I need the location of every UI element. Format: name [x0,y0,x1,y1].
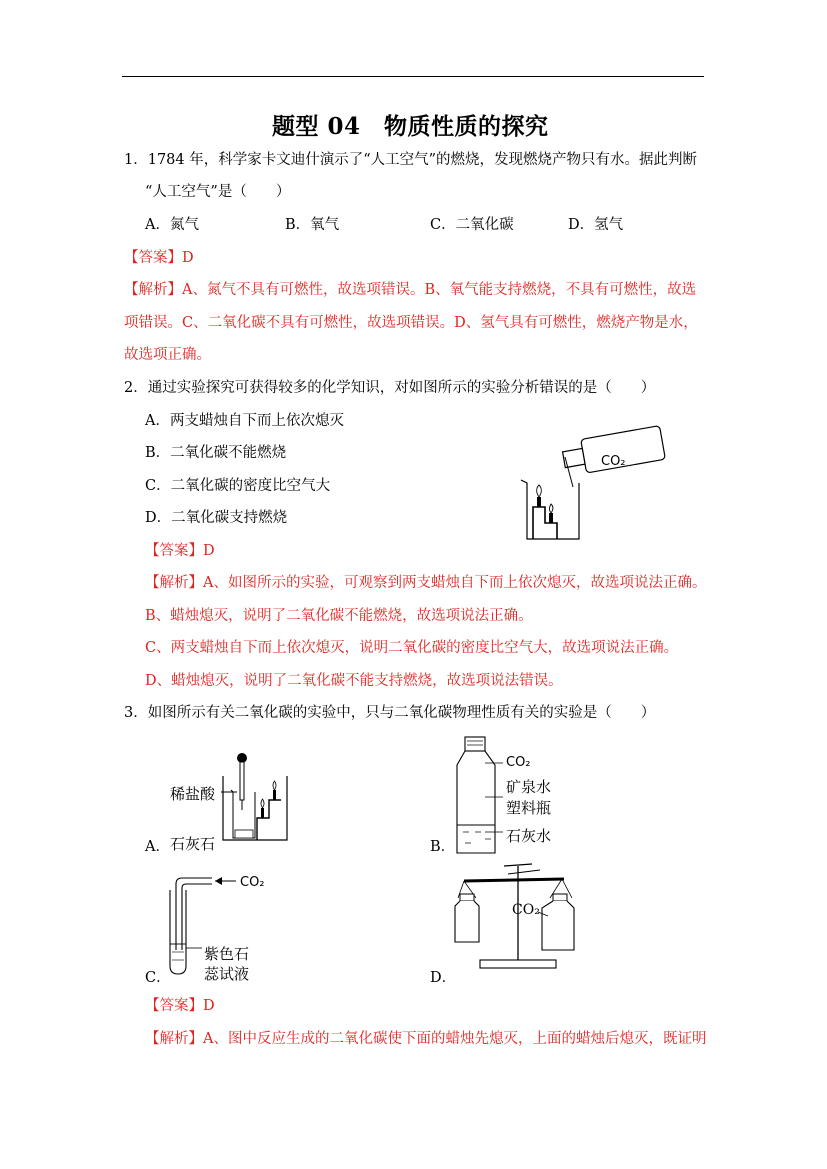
q3-figure-c-gas-label: CO₂ [240,875,265,890]
q2-analysis-line2: B、蜡烛熄灭，说明了二氧化碳不能燃烧，故选项说法正确。 [145,608,533,624]
q2-figure-beaker-candles [515,425,655,545]
q2-analysis-line3: C、两支蜡烛自下而上依次熄灭，说明二氧化碳的密度比空气大，故选项说法正确。 [145,640,679,656]
q3-figure-a-option: A． [145,839,170,855]
q1-option-a: A．氮气 [145,217,199,233]
q1-answer: 【答案】D [124,250,194,266]
q3-figure-d-option: D． [430,970,457,986]
q3-figure-d-gas-label: CO₂ [512,902,540,918]
q3-figure-b-water-label: 石灰水 [506,827,552,845]
q3-figure-b-bottle-label2: 塑料瓶 [506,799,552,817]
header-rule [122,76,704,77]
q3-figure-b-bottle-label1: 矿泉水 [506,778,552,796]
q1-option-b: B．氧气 [285,217,340,233]
q3-analysis-line1: 【解析】A、图中反应生成的二氧化碳使下面的蜡烛先熄灭，上面的蜡烛后熄灭，既证明 [145,1031,707,1047]
q2-analysis-line1: 【解析】A、如图所示的实验，可观察到两支蜡烛自下而上依次熄灭，故选项说法正确。 [145,575,707,591]
q3-figure-d-balance [450,860,580,980]
q3-figure-c-liquid-label1: 紫色石 [204,945,250,963]
q3-stem: 3．如图所示有关二氧化碳的实验中，只与二氧化碳物理性质有关的实验是（ ） [124,705,656,721]
q2-analysis-line4: D、蜡烛熄灭，说明了二氧化碳不能支持燃烧，故选项说法错误。 [145,673,563,689]
q1-stem-line2: “人工空气”是（ ） [145,184,291,200]
q1-analysis-line3: 故选项正确。 [124,347,211,363]
q2-stem: 2．通过实验探究可获得较多的化学知识，对如图所示的实验分析错误的是（ ） [124,380,656,396]
q2-option-d: D．二氧化碳支持燃烧 [145,510,288,526]
q3-figure-a-acid-label: 稀盐酸 [170,785,216,803]
q2-answer: 【答案】D [145,543,215,559]
q1-analysis-line1: 【解析】A、氮气不具有可燃性，故选项错误。B、氧气能支持燃烧，不具有可燃性，故选 [124,282,697,298]
q3-figure-a-stone-label: 石灰石 [170,835,216,853]
q3-figure-a-apparatus [215,752,295,852]
q3-answer: 【答案】D [145,998,215,1014]
q1-option-c: C．二氧化碳 [430,217,514,233]
q2-co2-label: CO₂ [601,454,626,469]
q2-option-a: A．两支蜡烛自下而上依次熄灭 [145,413,344,429]
q3-figure-c-option: C． [145,970,171,986]
q2-option-c: C．二氧化碳的密度比空气大 [145,478,331,494]
page-title: 题型 04 物质性质的探究 [272,113,549,140]
q2-option-b: B．二氧化碳不能燃烧 [145,445,287,461]
q1-option-d: D．氢气 [568,217,624,233]
q3-figure-b-gas-label: CO₂ [506,755,531,770]
q3-figure-c-liquid-label2: 蕊试液 [204,965,250,983]
q3-figure-b-bottle [455,735,505,860]
q1-stem-line1: 1．1784 年，科学家卡文迪什演示了“人工空气”的燃烧，发现燃烧产物只有水。据此判断 [124,152,698,168]
q3-figure-b-option: B． [430,839,456,855]
q1-analysis-line2: 项错误。C、二氧化碳不具有可燃性，故选项错误。D、氢气具有可燃性，燃烧产物是水， [124,315,698,331]
